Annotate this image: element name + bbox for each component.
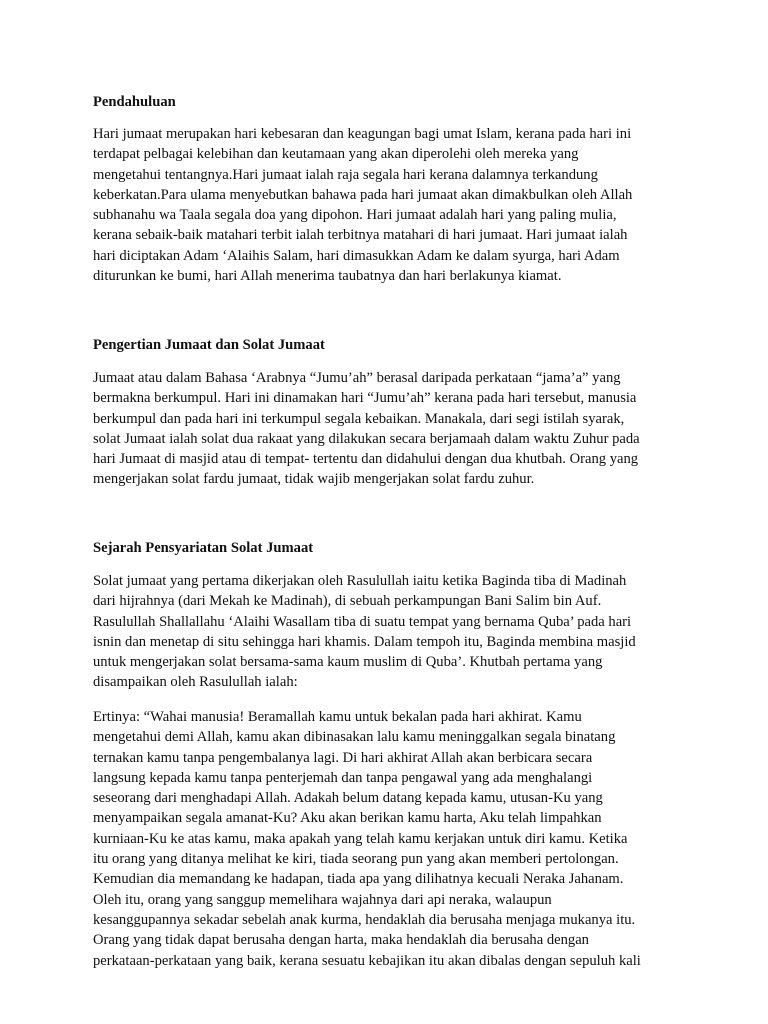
text-line: ternakan kamu tanpa pengembalanya lagi. Di hari akhirat Allah akan berbicara secara bbox=[93, 749, 593, 766]
text-line: Orang yang tidak dapat berusaha dengan harta, maka hendaklah dia berusaha dengan bbox=[93, 932, 589, 949]
text-line: mengetahui tentangnya.Hari jumaat ialah raja segala hari kerana dalamnya terkandung bbox=[93, 166, 598, 183]
text-line: kesanggupannya sekadar sebelah anak kurma, hendaklah dia berusaha menjaga mukanya itu. bbox=[93, 911, 636, 928]
paragraph-pendahuluan bbox=[93, 124, 687, 286]
text-line: bermakna berkumpul. Hari ini dinamakan hari “Jumu’ah” kerana pada hari tersebut, manusia bbox=[93, 390, 637, 407]
text-line: hari Jumaat di masjid atau di tempat- tertentu dan didahului dengan dua khutbah. Orang yang bbox=[93, 451, 639, 468]
paragraph-sejarah bbox=[93, 571, 687, 693]
text-line: berkumpul dan pada hari ini terkumpul segala kebaikan. Manakala, dari segi istilah syarak, bbox=[93, 410, 625, 427]
text-line: disampaikan oleh Rasulullah ialah: bbox=[93, 674, 298, 691]
section-heading-pengertian: Pengertian Jumaat dan Solat Jumaat bbox=[93, 337, 325, 353]
text-line: Jumaat atau dalam Bahasa ‘Arabnya “Jumu’ah” berasal daripada perkataan “jama’a” yang bbox=[93, 370, 621, 386]
text-line: terdapat pelbagai kelebihan dan keutamaan yang akan diperolehi oleh mereka yang bbox=[93, 146, 579, 163]
paragraph-khutbah bbox=[93, 707, 687, 971]
text-line: Rasulullah Shallallahu ‘Alaihi Wasallam tiba di suatu tempat yang bernama Quba’ pada hari bbox=[93, 613, 632, 630]
paragraph-pengertian bbox=[93, 368, 687, 490]
section-heading-sejarah: Sejarah Pensyariatan Solat Jumaat bbox=[93, 540, 314, 556]
text-line: untuk mengerjakan solat bersama-sama kaum muslim di Quba’. Khutbah pertama yang bbox=[93, 654, 603, 671]
text-line: isnin dan menetap di situ sehingga hari khamis. Dalam tempoh itu, Baginda membina masjid bbox=[93, 633, 636, 650]
text-line: hari diciptakan Adam ‘Alaihis Salam, hari dimasukkan Adam ke dalam syurga, hari Adam bbox=[93, 247, 620, 264]
text-line: kurniaan-Ku ke atas kamu, maka apakah yang telah kamu kerjakan untuk diri kamu. Ketika bbox=[93, 830, 628, 847]
text-line: solat Jumaat ialah solat dua rakaat yang dilakukan secara berjamaah dalam waktu Zuhur pada bbox=[93, 430, 640, 447]
section-heading-pendahuluan: Pendahuluan bbox=[93, 94, 176, 110]
text-line: Hari jumaat merupakan hari kebesaran dan keagungan bagi umat Islam, kerana pada hari ini bbox=[93, 126, 632, 142]
text-line: subhanahu wa Taala segala doa yang dipohon. Hari jumaat adalah hari yang paling mulia, bbox=[93, 207, 617, 224]
text-line: menyampaikan segala amanat-Ku? Aku akan berikan kamu harta, Aku telah limpahkan bbox=[93, 810, 602, 827]
text-line: langsung kepada kamu tanpa penterjemah dan tanpa pengawal yang ada menghalangi bbox=[93, 769, 593, 786]
text-line: mengetahui demi Allah, kamu akan dibinasakan lalu kamu meninggalkan segala binatang bbox=[93, 729, 616, 746]
text-line: Solat jumaat yang pertama dikerjakan oleh Rasulullah iaitu ketika Baginda tiba di Madinah bbox=[93, 573, 627, 589]
text-line: dari hijrahnya (dari Mekah ke Madinah), di sebuah perkampungan Bani Salim bin Auf. bbox=[93, 593, 602, 610]
text-line: perkataan-perkataan yang baik, kerana sesuatu kebajikan itu akan dibalas dengan sepuluh kali bbox=[93, 952, 641, 969]
text-line: seseorang dari menghadapi Allah. Adakah belum datang kepada kamu, utusan-Ku yang bbox=[93, 790, 603, 807]
text-line: Ertinya: “Wahai manusia! Beramallah kamu untuk bekalan pada hari akhirat. Kamu bbox=[93, 709, 582, 725]
text-line: itu orang yang ditanya melihat ke kiri, tiada seorang pun yang akan memberi pertolongan. bbox=[93, 851, 619, 868]
text-line: keberkatan.Para ulama menyebutkan bahawa pada hari jumaat akan dimakbulkan oleh Allah bbox=[93, 186, 633, 203]
text-line: kerana sebaik-baik matahari terbit ialah terbitnya matahari di hari jumaat. Hari jumaat ialah bbox=[93, 227, 628, 244]
text-line: Kemudian dia memandang ke hadapan, tiada apa yang dilihatnya kecuali Neraka Jahanam. bbox=[93, 871, 624, 888]
text-line: diturunkan ke bumi, hari Allah menerima taubatnya dan hari berlakunya kiamat. bbox=[93, 268, 562, 285]
text-line: mengerjakan solat fardu jumaat, tidak wajib mengerjakan solat fardu zuhur. bbox=[93, 471, 535, 488]
text-line: Oleh itu, orang yang sanggup memelihara wajahnya dari api neraka, walaupun bbox=[93, 891, 552, 908]
